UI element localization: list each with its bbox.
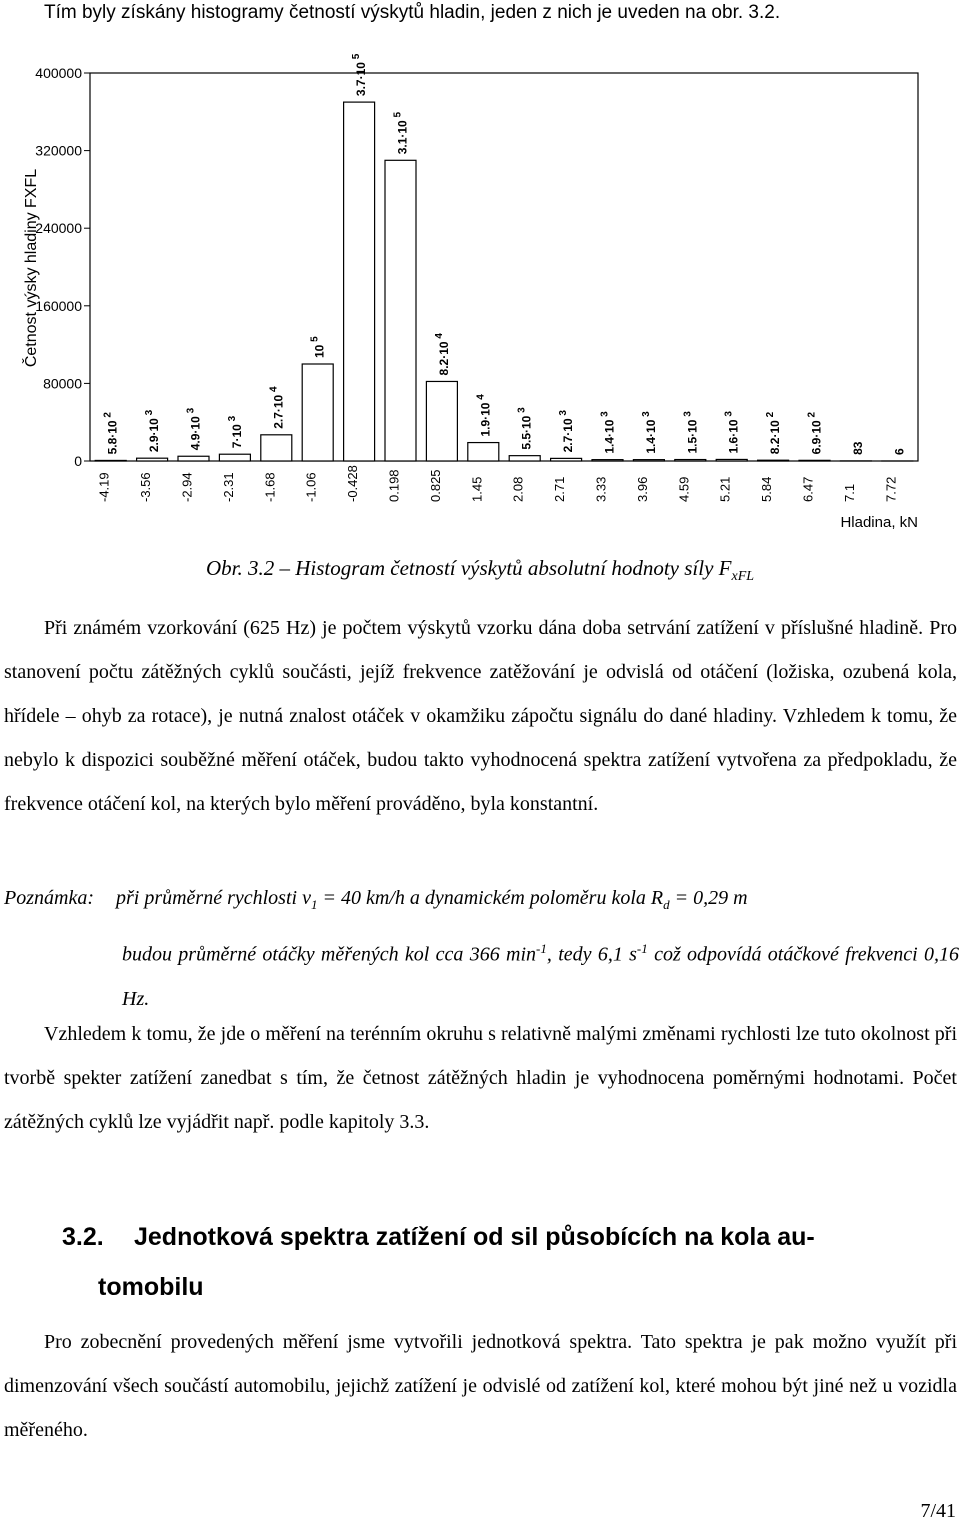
paragraph-1-text: Při známém vzorkování (625 Hz) je počtem výskytů vzorku dána doba setrvání zatížení v příslušné hladině. Pro stanovení počtu zátěžných cyklů součásti, jejíž frekvence zatěžování je odvislá od otáčení (ložiska, ozubená kola, hřídele – ohyb za rotace), je nutná znalost otáček v okamžiku zápočtu signálu do dané hladiny. Vzhledem k tomu, že nebylo k dispozici souběžné měření otáček, budou takto vyhodnocená spektra zatížení vytvořena za předpokladu, že frekvence otáčení kol, na kterých bylo měření prováděno, byla konstantní.	[4, 617, 957, 815]
paragraph-3-text: Pro zobecnění provedených měření jsme vytvořili jednotková spektra. Tato spektra je pak možno využít při dimenzování všech součástí automobilu, jejichž zatížení je odvislé od zatížení kol, které mohou být jiné než u vozidla měřeného.	[4, 1331, 957, 1441]
figure-caption	[0, 556, 960, 585]
note-sub-1: 1	[310, 897, 318, 912]
bar-value-label: 1.4·10 $^3$	[640, 411, 658, 454]
note	[4, 876, 959, 1021]
bar	[344, 102, 375, 461]
x-tick-label: -2.31	[220, 472, 236, 502]
x-tick-label: 3.33	[593, 476, 609, 502]
y-tick-label: 400000	[35, 65, 82, 81]
x-tick-label: 7.1	[841, 483, 857, 502]
note-text-3: = 0,29 m	[669, 887, 748, 909]
x-tick-label: -3.56	[138, 472, 154, 502]
bar-value-label: 3.1·10 $^5$	[392, 111, 410, 155]
x-tick-label: 0.825	[427, 469, 443, 502]
x-tick-label: 6.47	[800, 476, 816, 502]
x-tick-label: 2.08	[510, 476, 526, 502]
section-title-line-1: Jednotková spektra zatížení od sil působících na kola au-	[134, 1223, 815, 1251]
note-label: Poznámka:	[4, 887, 94, 909]
bar-value-label: 3.7·10 $^5$	[351, 53, 369, 97]
x-tick-label: -4.19	[96, 472, 112, 502]
intro-text: Tím byly získány histogramy četností výskytů hladin, jeden z nich je uveden na obr. 3.2.	[44, 2, 781, 23]
bar-value-label: 10 $^5$	[309, 336, 327, 358]
bar-labels	[103, 53, 907, 455]
x-tick-label: -1.68	[262, 472, 278, 502]
bar-value-label: 2.7·10 $^3$	[558, 410, 576, 453]
bar-value-label: 8.2·10 $^2$	[765, 411, 783, 455]
bar-value-label: 5.5·10 $^3$	[516, 407, 534, 450]
x-tick-label: 0.198	[386, 469, 402, 502]
bar-value-label: 2.7·10 $^4$	[268, 386, 286, 429]
note-sub-2: d	[663, 897, 670, 912]
bar-value-label: 2.9·10 $^3$	[144, 409, 162, 453]
x-tick-label: 4.59	[676, 476, 692, 502]
bar	[95, 460, 126, 461]
bar-value-label: 1.5·10 $^3$	[682, 411, 700, 454]
x-tick-label: -2.94	[179, 472, 195, 502]
bars	[95, 102, 913, 461]
bar	[137, 458, 168, 461]
x-tick-labels	[97, 465, 899, 502]
page-number: 7/41	[920, 1500, 956, 1522]
bar	[178, 456, 209, 461]
note-sup-1: -1	[536, 941, 547, 956]
note-text-2: = 40 km/h a dynamickém poloměru kola R	[317, 887, 664, 909]
x-tick-label: 5.21	[717, 476, 733, 502]
x-tick-label: -0.428	[345, 465, 361, 502]
x-tick-label: 2.71	[552, 476, 568, 502]
bar	[716, 459, 747, 461]
bar-value-label: 1.9·10 $^4$	[475, 394, 493, 437]
bar	[675, 460, 706, 461]
bar	[426, 381, 457, 461]
y-tick-label: 0	[74, 453, 82, 469]
caption-subscript: xFL	[731, 569, 755, 585]
note-text-5: , tedy 6,1 s	[546, 943, 637, 966]
y-tick-label: 240000	[35, 220, 82, 237]
bar	[385, 160, 416, 461]
y-tick-label: 320000	[35, 142, 82, 159]
bar	[468, 443, 499, 461]
bar	[302, 364, 333, 461]
bar-value-label: 4.9·10 $^3$	[185, 407, 203, 451]
x-tick-label: 5.84	[759, 476, 775, 502]
note-text-6: což odpovídá otáčkové frekvenci 0,16 Hz.	[122, 943, 960, 1010]
paragraph-3	[4, 1320, 957, 1452]
bar	[509, 456, 540, 461]
y-axis-label: Četnost výsky hladiny FXFL	[23, 168, 40, 368]
y-tick-label: 160000	[35, 297, 82, 314]
bar	[758, 460, 789, 461]
caption-text: Obr. 3.2 – Histogram četností výskytů absolutní hodnoty síly F	[205, 556, 732, 580]
y-axis-ticks	[35, 65, 90, 469]
bar	[261, 435, 292, 461]
histogram-chart	[0, 40, 960, 540]
bar-value-label: 1.6·10 $^3$	[723, 411, 741, 454]
x-tick-label: 7.72	[883, 476, 899, 502]
bar-value-label: 6.9·10 $^2$	[806, 411, 824, 455]
paragraph-1	[4, 606, 957, 826]
section-heading	[62, 1212, 942, 1312]
bar	[592, 460, 623, 461]
bar-value-label: 8.2·10 $^4$	[433, 333, 451, 376]
note-indented	[4, 927, 959, 1021]
note-text-1: při průměrné rychlosti v	[115, 887, 311, 909]
bar	[219, 454, 250, 461]
plot-frame	[90, 73, 918, 461]
bar	[799, 460, 830, 461]
x-axis-label: Hladina, kN	[840, 514, 918, 531]
y-tick-label: 80000	[43, 375, 82, 392]
note-sup-2: -1	[636, 941, 648, 956]
section-number: 3.2.	[62, 1223, 104, 1251]
note-text-4: budou průměrné otáčky měřených kol cca 366 min	[122, 943, 537, 966]
bar	[551, 458, 582, 461]
x-tick-label: -1.06	[303, 472, 319, 502]
x-tick-label: 3.96	[634, 476, 650, 502]
bar-value-label: 1.4·10 $^3$	[599, 411, 617, 454]
x-tick-label: 1.45	[469, 476, 485, 502]
bar-value-label: 83	[850, 441, 865, 455]
bar-value-label: 5.8·10 $^2$	[102, 412, 120, 455]
paragraph-2	[4, 1012, 957, 1144]
bar-value-label: 6	[892, 448, 907, 455]
bar-value-label: 7·10 $^3$	[226, 415, 244, 449]
bar	[633, 460, 664, 461]
section-title-line-2: tomobilu	[98, 1273, 204, 1301]
paragraph-2-text: Vzhledem k tomu, že jde o měření na terénním okruhu s relativně malými změnami rychlosti lze tuto okolnost při tvorbě spekter zatížení zanedbat s tím, že četnost zátěžných hladin je vyhodnocena poměrnými hodnotami. Počet zátěžných cyklů lze vyjádřit např. podle kapitoly 3.3.	[4, 1023, 957, 1133]
